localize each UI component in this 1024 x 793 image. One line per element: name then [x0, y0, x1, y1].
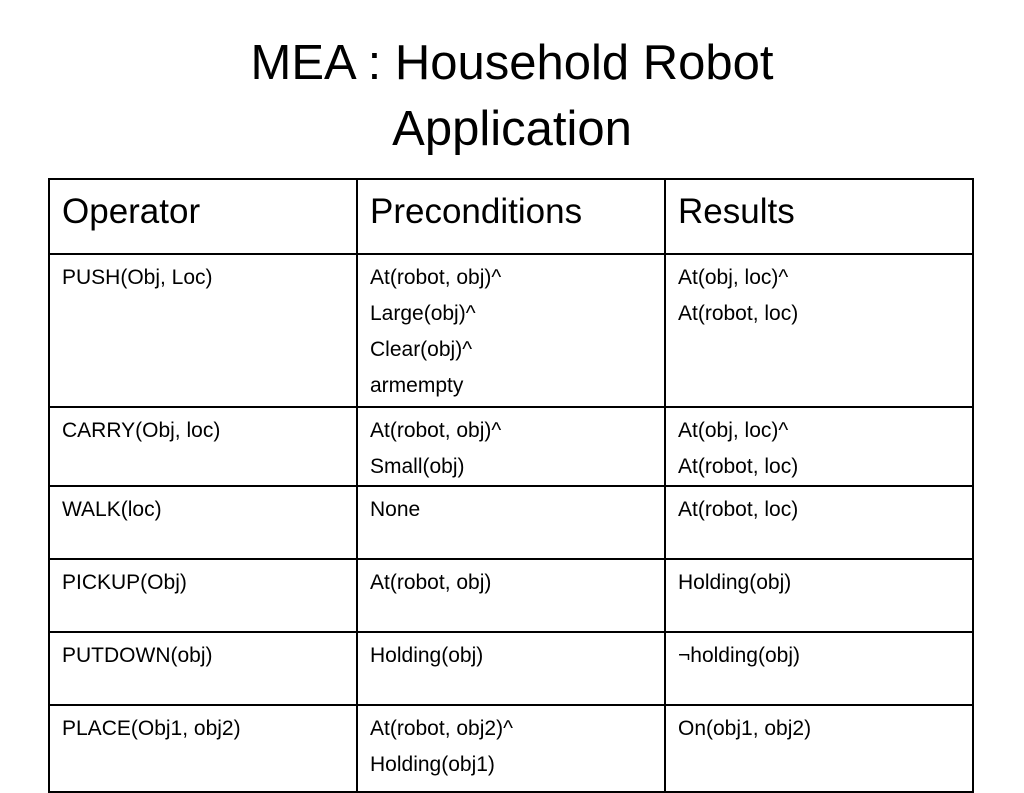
table-row [49, 254, 973, 407]
results-cell [665, 407, 973, 486]
precondition-item: At(robot, obj)^ [370, 266, 502, 289]
operator-cell: PUTDOWN(obj) [49, 632, 357, 705]
result-item: ¬holding(obj) [678, 644, 801, 667]
table-row [49, 705, 973, 792]
result-item: At(obj, loc)^ [678, 266, 789, 289]
table-row [49, 407, 973, 486]
results-cell [665, 632, 973, 705]
preconditions-cell [357, 407, 665, 486]
precondition-item: None [370, 498, 421, 521]
operator-cell: WALK(loc) [49, 486, 357, 559]
precondition-item: At(robot, obj) [370, 571, 492, 594]
result-item: At(robot, loc) [678, 498, 799, 521]
results-cell [665, 559, 973, 632]
operator-cell: PLACE(Obj1, obj2) [49, 705, 357, 792]
precondition-item: Holding(obj1) [370, 753, 495, 776]
precondition-item: armempty [370, 374, 464, 397]
slide-title-line-2: Application [392, 102, 632, 156]
preconditions-cell [357, 705, 665, 792]
preconditions-cell [357, 254, 665, 407]
precondition-item: Large(obj)^ [370, 302, 476, 325]
table-row [49, 632, 973, 705]
preconditions-cell [357, 632, 665, 705]
result-item: Holding(obj) [678, 571, 792, 594]
precondition-item: At(robot, obj2)^ [370, 717, 513, 740]
operator-cell: PICKUP(Obj) [49, 559, 357, 632]
table-row [49, 486, 973, 559]
table-header-row [49, 179, 973, 254]
operators-table [48, 178, 974, 793]
header-results: Results [665, 179, 973, 254]
result-item: At(robot, loc) [678, 302, 799, 325]
result-item: On(obj1, obj2) [678, 717, 812, 740]
header-operator: Operator [49, 179, 357, 254]
preconditions-cell [357, 486, 665, 559]
slide-title-line-1: MEA : Household Robot [250, 36, 774, 90]
preconditions-cell [357, 559, 665, 632]
precondition-item: Holding(obj) [370, 644, 484, 667]
results-cell [665, 254, 973, 407]
result-item: At(obj, loc)^ [678, 419, 789, 442]
header-preconditions: Preconditions [357, 179, 665, 254]
slide-title [0, 30, 1024, 162]
precondition-item: Small(obj) [370, 455, 465, 478]
operator-cell: PUSH(Obj, Loc) [49, 254, 357, 407]
precondition-item: Clear(obj)^ [370, 338, 473, 361]
operator-cell: CARRY(Obj, loc) [49, 407, 357, 486]
result-item: At(robot, loc) [678, 455, 799, 478]
results-cell [665, 705, 973, 792]
table-row [49, 559, 973, 632]
results-cell [665, 486, 973, 559]
precondition-item: At(robot, obj)^ [370, 419, 502, 442]
